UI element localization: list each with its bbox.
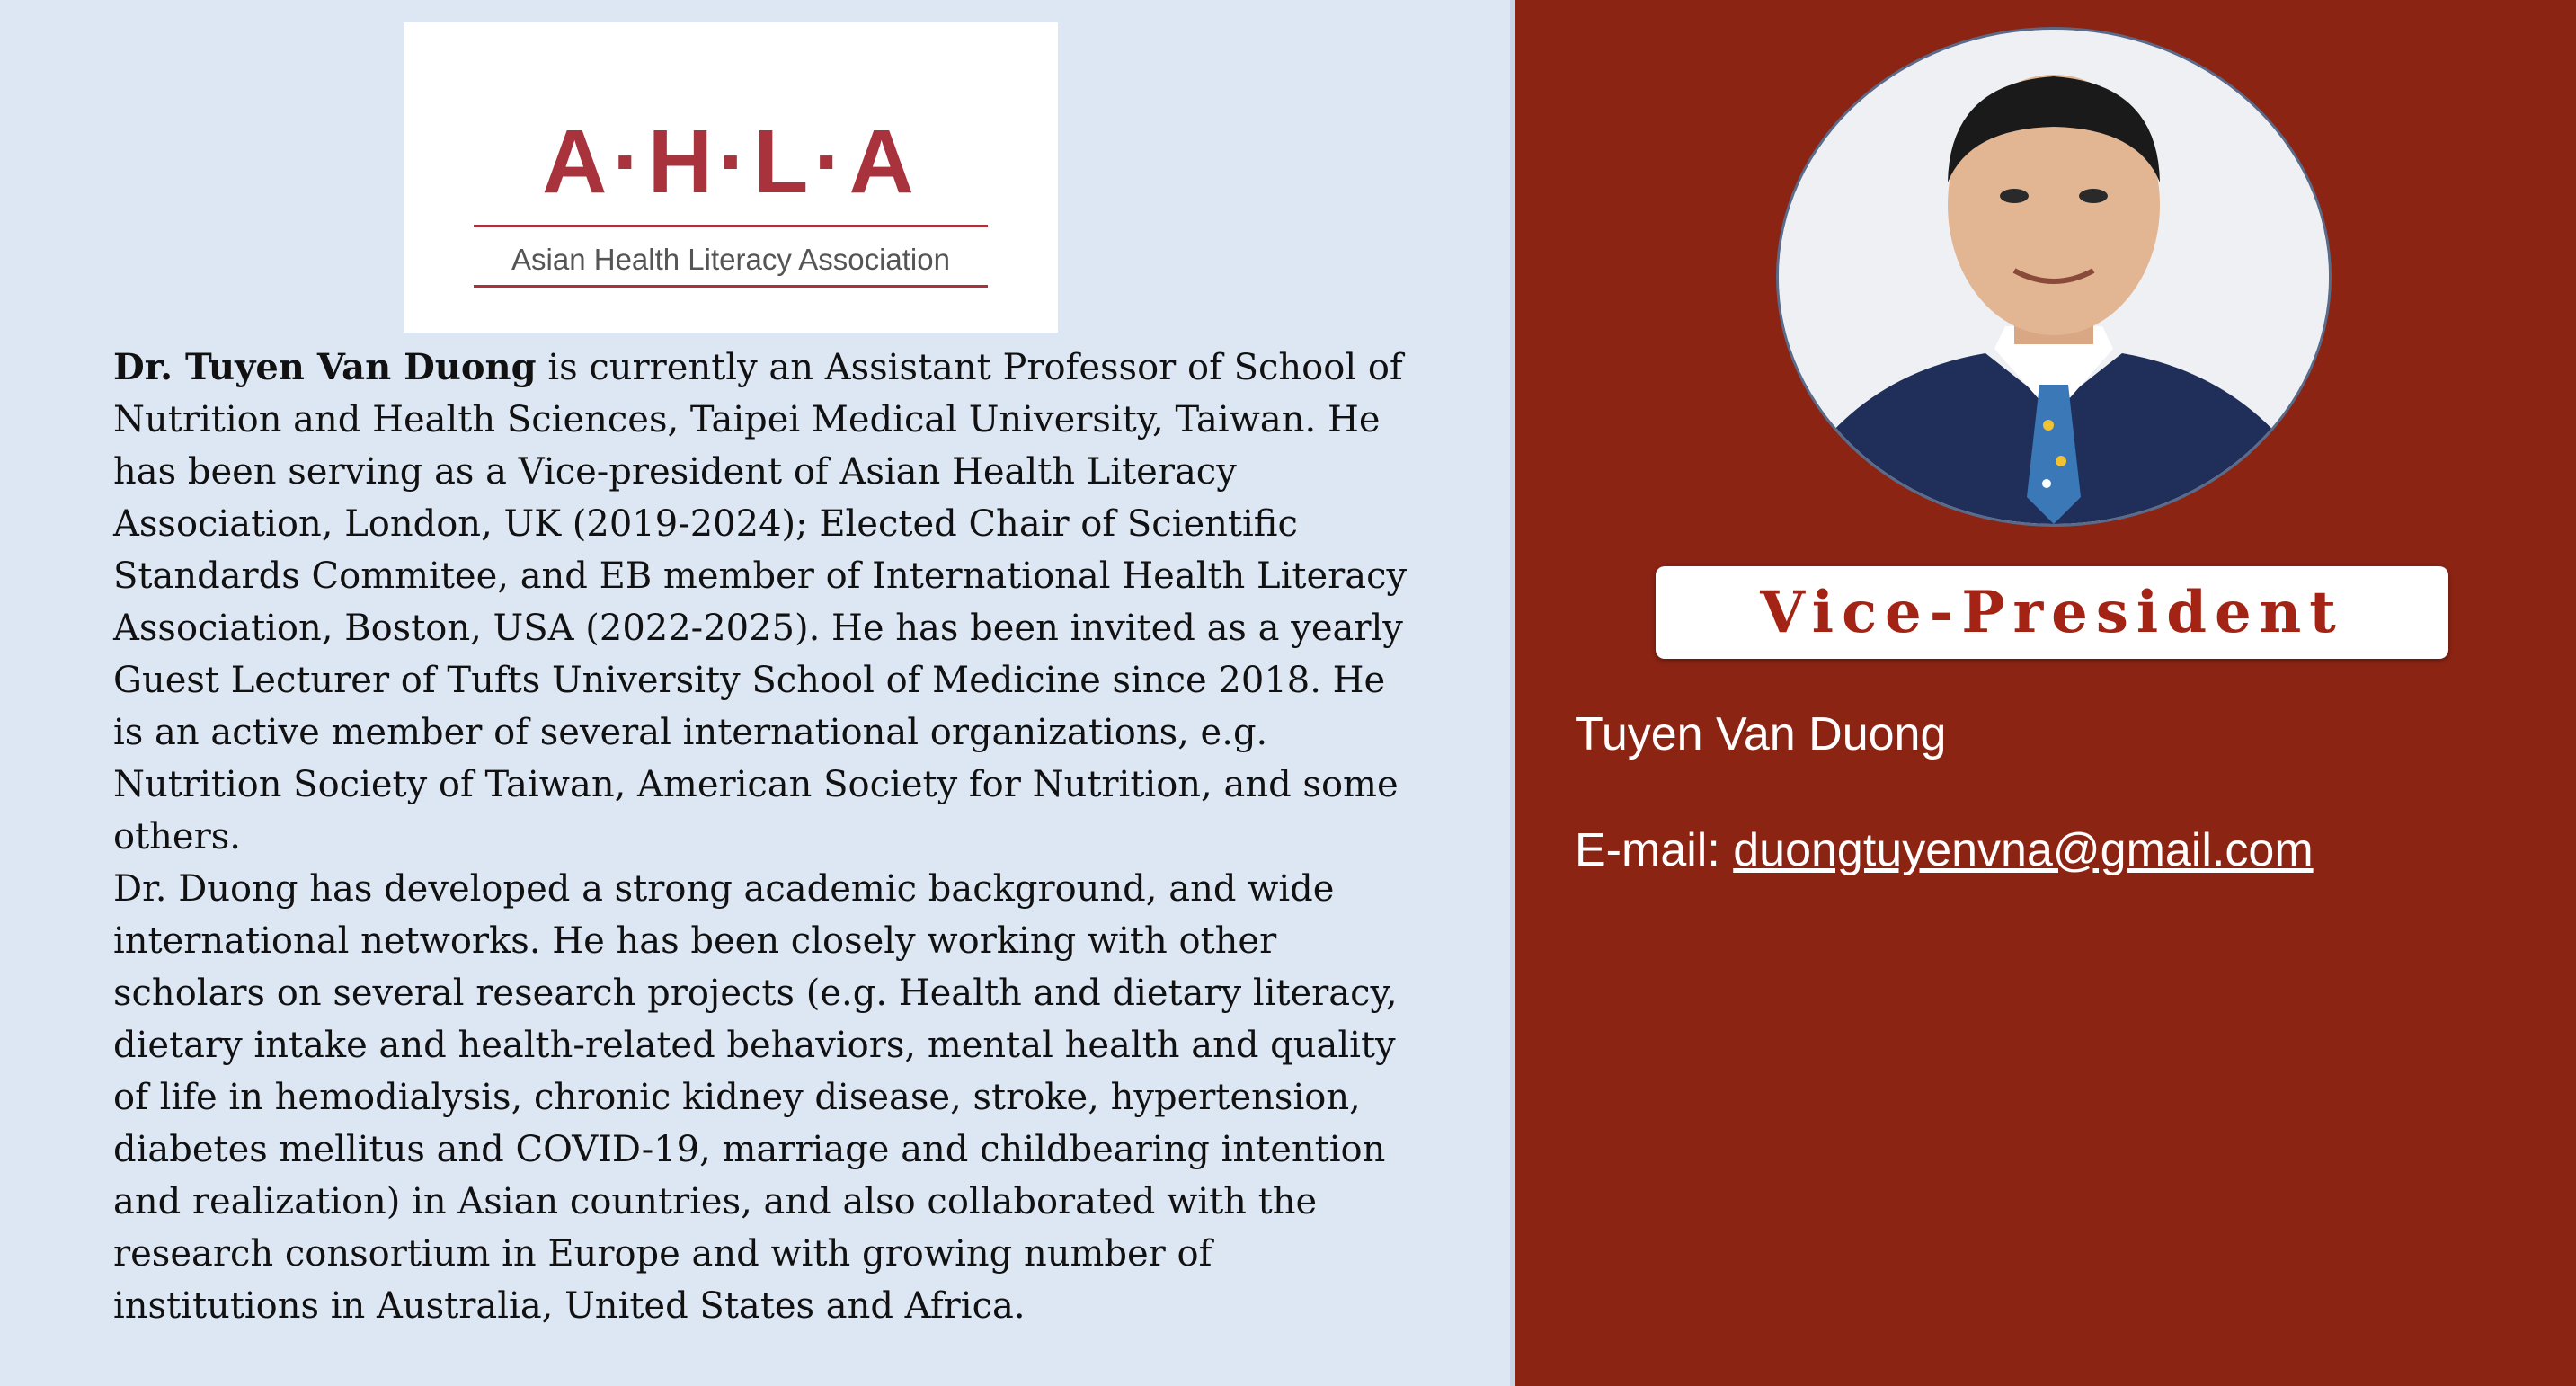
bio-paragraph-1 [113, 342, 1426, 863]
logo-subtitle: Asian Health Literacy Association [511, 243, 950, 276]
email-label: E-mail: [1575, 824, 1734, 876]
profile-photo [1776, 27, 2332, 527]
email-link[interactable]: duongtuyenvna@gmail.com [1733, 824, 2314, 876]
logo-rule-top [474, 225, 988, 227]
bio-paragraph-1-text: is currently an Assistant Professor of School of Nutrition and Health Sciences, Taipei Medical University, Taiwan. He has been serving as a Vice-president of Asian Health Literacy Association, London, UK (2019-2024); Elected Chair of Scientific Standards Commitee, and EB member of International Health Literacy Association, Boston, USA (2022-2025). He has been invited as a yearly Guest Lecturer of Tufts University School of Medicine since 2018. He is an active member of several international organizations, e.g. Nutrition Society of Taiwan, American Society for Nutrition, and some others. [113, 347, 1408, 857]
bio-text [113, 342, 1426, 1332]
logo-letters: A·H·L·A [542, 111, 919, 212]
bio-paragraph-2: Dr. Duong has developed a strong academic background, and wide international networks. He has been closely working with other scholars on several research projects (e.g. Health and dietary literacy, dietary intake and health-related behaviors, mental health and quality of life in hemodialysis, chronic kidney disease, stroke, hypertension, diabetes mellitus and COVID-19, marriage and childbearing intention and realization) in Asian countries, and also collaborated with the research consortium in Europe and with growing number of institutions in Australia, United States and Africa. [113, 868, 1398, 1327]
bio-name: Dr. Tuyen Van Duong [113, 346, 537, 388]
role-badge [1656, 566, 2448, 659]
person-name: Tuyen Van Duong [1575, 708, 1947, 760]
email-row [1575, 822, 2314, 879]
logo-rule-bottom [474, 285, 988, 288]
portrait-illustration [1779, 30, 2329, 524]
ahla-logo [404, 22, 1058, 333]
role-title: Vice-President [1760, 579, 2344, 646]
